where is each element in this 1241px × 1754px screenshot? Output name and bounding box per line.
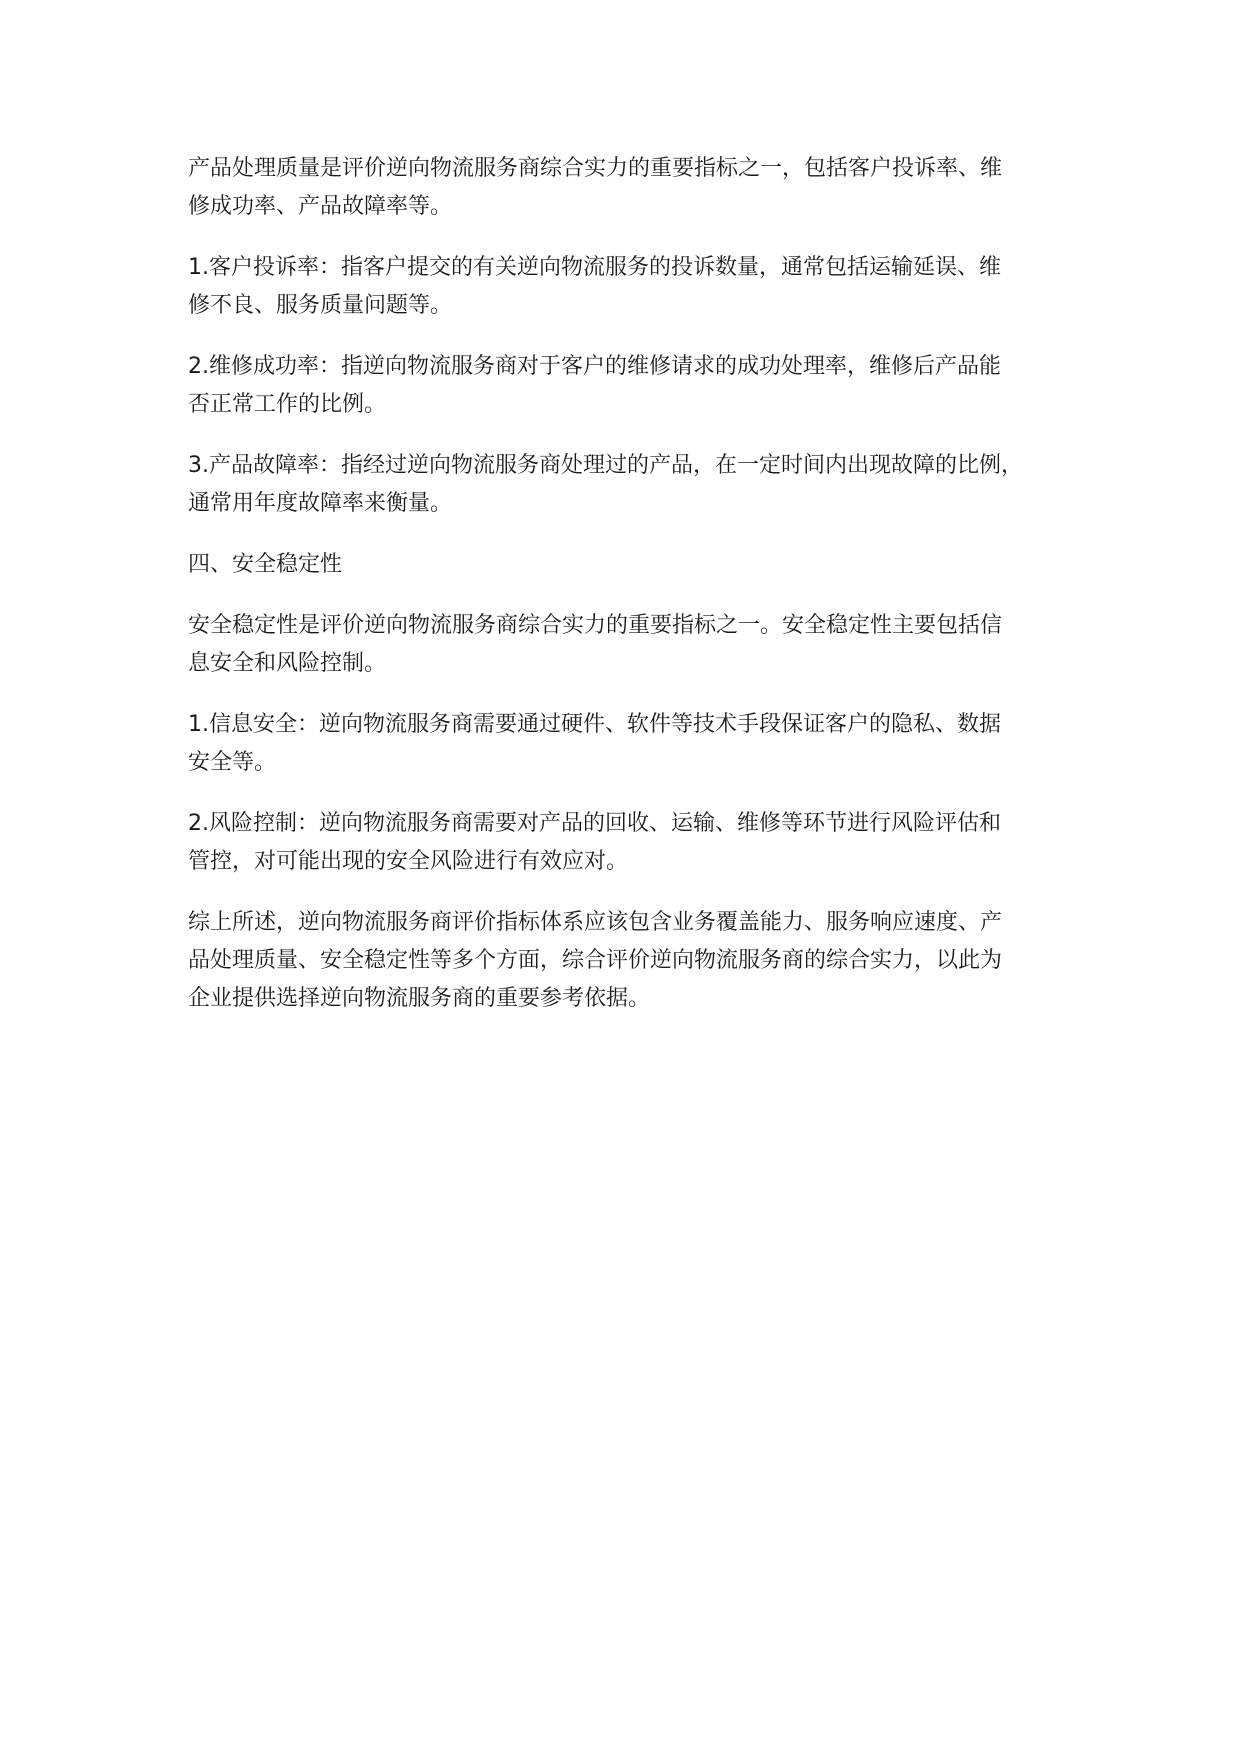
- text-line: 企业提供选择逆向物流服务商的重要参考依据。: [188, 986, 651, 1011]
- text-line: 修成功率、产品故障率等。: [188, 194, 453, 219]
- quality-intro-paragraph: [188, 150, 1088, 226]
- text-line: 否正常工作的比例。: [188, 392, 387, 417]
- text-line: 产品处理质量是评价逆向物流服务商综合实力的重要指标之一，包括客户投诉率、维: [188, 156, 1003, 181]
- risk-control-paragraph: [188, 805, 1088, 881]
- failure-rate-paragraph: [188, 447, 1088, 523]
- text-line: 安全等。: [188, 750, 277, 775]
- conclusion-paragraph: [188, 904, 1088, 1018]
- text-line: 安全稳定性是评价逆向物流服务商综合实力的重要指标之一。安全稳定性主要包括信: [188, 613, 1003, 638]
- text-line: 综上所述，逆向物流服务商评价指标体系应该包含业务覆盖能力、服务响应速度、产: [188, 910, 1003, 935]
- text-line: 管控，对可能出现的安全风险进行有效应对。: [188, 849, 629, 874]
- text-line: 四、安全稳定性: [188, 552, 343, 577]
- text-line: 2.维修成功率：指逆向物流服务商对于客户的维修请求的成功处理率，维修后产品能: [188, 354, 1001, 379]
- text-line: 1.信息安全：逆向物流服务商需要通过硬件、软件等技术手段保证客户的隐私、数据: [188, 712, 1001, 737]
- text-line: 1.客户投诉率：指客户提交的有关逆向物流服务的投诉数量，通常包括运输延误、维: [188, 255, 1001, 280]
- document-body: [188, 150, 1088, 1041]
- text-line: 修不良、服务质量问题等。: [188, 293, 453, 318]
- safety-intro-paragraph: [188, 607, 1088, 683]
- text-line: 通常用年度故障率来衡量。: [188, 491, 453, 516]
- text-line: 息安全和风险控制。: [188, 651, 387, 676]
- complaint-rate-paragraph: [188, 249, 1088, 325]
- text-line: 3.产品故障率：指经过逆向物流服务商处理过的产品，在一定时间内出现故障的比例，: [188, 453, 1023, 478]
- text-line: 2.风险控制：逆向物流服务商需要对产品的回收、运输、维修等环节进行风险评估和: [188, 811, 1001, 836]
- section-heading-safety: [188, 546, 1088, 584]
- repair-success-paragraph: [188, 348, 1088, 424]
- info-security-paragraph: [188, 706, 1088, 782]
- text-line: 品处理质量、安全稳定性等多个方面，综合评价逆向物流服务商的综合实力，以此为: [188, 948, 1003, 973]
